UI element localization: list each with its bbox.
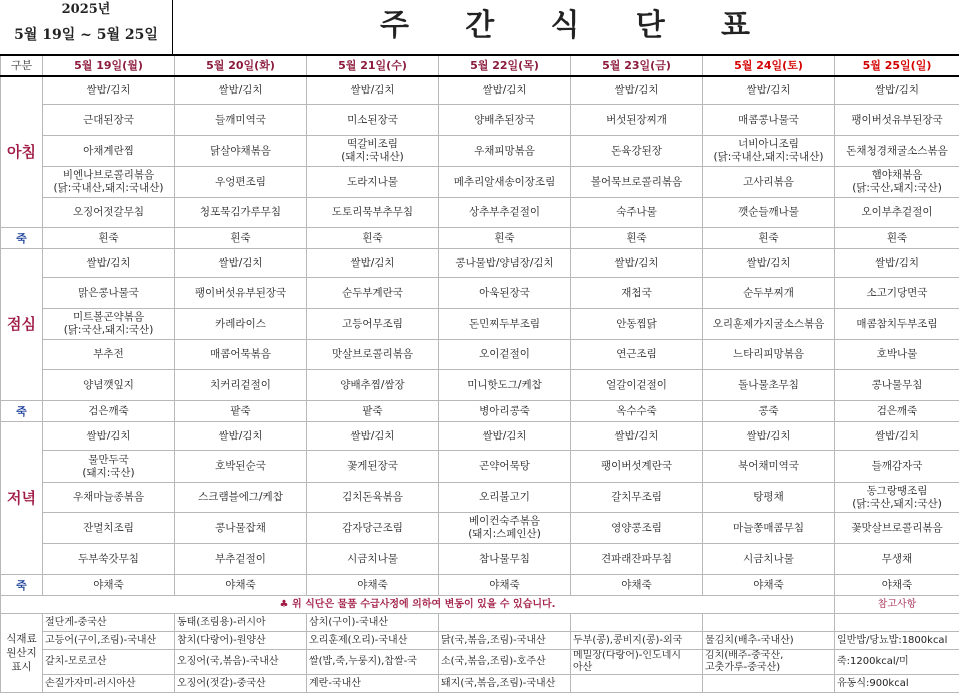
menu-item: 쌀밥/김치 [835,422,959,451]
dinner-label: 저녁 [1,422,43,575]
menu-item: 순두부찌개 [703,278,835,309]
origin-row [1,650,959,675]
menu-item: 쌀밥/김치 [703,249,835,278]
menu-item: 쌀밥/김치 [703,76,835,105]
menu-item: 스크램블에그/케찹 [175,483,307,513]
menu-item: 카레라이스 [175,309,307,340]
juk-item: 옥수수죽 [571,401,703,422]
origin-item: 두부(콩),콩비지(콩)-외국 [571,632,703,650]
juk-item: 야채죽 [835,575,959,596]
menu-item: 청포묵김가루무침 [175,198,307,228]
menu-item: 돈민찌두부조림 [439,309,571,340]
origin-item: 메밀장(다랑어)-인도네시 아산 [571,650,703,675]
dinner-menu-row [1,483,959,513]
menu-item: 재첩국 [571,278,703,309]
gubun-label: 구분 [1,55,43,76]
menu-item: 볼어묵브로콜리볶음 [571,167,703,198]
menu-item: 맑은콩나물국 [43,278,175,309]
menu-item: 상추부추겉절이 [439,198,571,228]
menu-item: 근대된장국 [43,105,175,136]
origin-item [571,675,703,693]
date-range: 5월 19일 ~ 5월 25일 [0,24,172,46]
day-header: 5월 25일(일) [835,55,959,76]
juk-item: 야채죽 [439,575,571,596]
origin-item: 계란-국내산 [307,675,439,693]
menu-item: 양배추된장국 [439,105,571,136]
menu-item: 쌀밥/김치 [43,249,175,278]
origin-item: 쌀(밥,죽,누룽지),찹쌀-국 [307,650,439,675]
juk-item: 병아리콩죽 [439,401,571,422]
menu-item: 마늘쫑매콤무침 [703,513,835,544]
menu-item: 쌀밥/김치 [571,249,703,278]
origin-row [1,614,959,632]
menu-item: 쌀밥/김치 [439,76,571,105]
menu-item: 아욱된장국 [439,278,571,309]
menu-item: 쌀밥/김치 [43,76,175,105]
origin-item: 김치(배추-중국산, 고춧가루-중국산) [703,650,835,675]
day-header: 5월 19일(월) [43,55,175,76]
menu-item: 콩나물잡채 [175,513,307,544]
origin-label: 식재료 원산지 표시 [1,614,43,693]
menu-item: 물만두국 (돼지:국산) [43,451,175,483]
origin-item: 갈치-모로코산 [43,650,175,675]
menu-item: 오이부추겉절이 [835,198,959,228]
origin-item [571,614,703,632]
juk-item: 검은깨죽 [43,401,175,422]
breakfast-menu-row [1,76,959,105]
menu-item: 콩나물밥/양념장/김치 [439,249,571,278]
lunch-label: 점심 [1,249,43,401]
day-header: 5월 23일(금) [571,55,703,76]
origin-item: 돼지(국,볶음,조림)-국내산 [439,675,571,693]
header-divider [172,0,173,54]
menu-item: 맛살브로콜리볶음 [307,340,439,370]
juk-item: 야채죽 [703,575,835,596]
menu-item: 쌀밥/김치 [835,76,959,105]
menu-item: 버섯된장찌개 [571,105,703,136]
title-char: 간 [465,4,494,48]
sheet-header [0,0,959,54]
menu-item: 우채마늘종볶음 [43,483,175,513]
origin-row [1,632,959,650]
notice-row [1,596,959,614]
menu-item: 깻순들깨나물 [703,198,835,228]
menu-item: 쌀밥/김치 [439,422,571,451]
juk-item: 흰죽 [703,228,835,249]
menu-item: 쌀밥/김치 [835,249,959,278]
juk-label: 죽 [1,228,43,249]
dinner-juk-row [1,575,959,596]
origin-row [1,675,959,693]
menu-item: 오징어젓갈무침 [43,198,175,228]
menu-item: 순두부계란국 [307,278,439,309]
menu-item: 들깨감자국 [835,451,959,483]
breakfast-juk-row [1,228,959,249]
calorie-blank [835,614,959,632]
menu-item: 쌀밥/김치 [307,422,439,451]
menu-item: 잔멸치조림 [43,513,175,544]
menu-item: 아채계란찜 [43,136,175,167]
menu-item: 안동찜닭 [571,309,703,340]
page-title [380,4,750,48]
title-char: 단 [636,4,665,48]
juk-item: 흰죽 [307,228,439,249]
dinner-menu-row [1,544,959,575]
day-header: 5월 22일(목) [439,55,571,76]
menu-item: 동그랑땡조림 (닭:국산,돼지:국산) [835,483,959,513]
menu-item: 돈채청경채굴소스볶음 [835,136,959,167]
origin-item: 오징어(국,볶음)-국내산 [175,650,307,675]
menu-item: 시금치나물 [307,544,439,575]
menu-item: 쌀밥/김치 [43,422,175,451]
origin-item: 오징어(젓갈)-중국산 [175,675,307,693]
reference-label: 참고사항 [835,596,959,614]
lunch-menu-row [1,340,959,370]
menu-item: 돈육강된장 [571,136,703,167]
menu-item: 매콤콩나물국 [703,105,835,136]
menu-item: 고사리볶음 [703,167,835,198]
lunch-juk-row [1,401,959,422]
lunch-menu-row [1,370,959,401]
juk-item: 야채죽 [43,575,175,596]
menu-item: 베이컨숙주볶음 (돼지:스페인산) [439,513,571,544]
menu-item: 얼갈이겉절이 [571,370,703,401]
dinner-menu-row [1,422,959,451]
juk-item: 흰죽 [175,228,307,249]
menu-item: 감자당근조림 [307,513,439,544]
title-char: 표 [721,4,750,48]
menu-item: 오리불고기 [439,483,571,513]
menu-item: 고등어무조림 [307,309,439,340]
menu-item: 북어채미역국 [703,451,835,483]
calorie-info: 유동식:900kcal [835,675,959,693]
calorie-info: 죽:1200kcal/미 [835,650,959,675]
menu-item: 비엔나브로콜리볶음 (닭:국내산,돼지:국내산) [43,167,175,198]
day-header-row [1,55,959,76]
menu-item: 쌀밥/김치 [571,76,703,105]
juk-item: 흰죽 [43,228,175,249]
year-label: 2025년 [0,0,172,20]
menu-item: 곤약어묵탕 [439,451,571,483]
origin-item: 손질가자미-러시아산 [43,675,175,693]
juk-item: 흰죽 [835,228,959,249]
menu-item: 쌀밥/김치 [175,76,307,105]
menu-item: 쌀밥/김치 [703,422,835,451]
breakfast-menu-row [1,167,959,198]
menu-item: 시금치나물 [703,544,835,575]
juk-label: 죽 [1,401,43,422]
origin-item: 절단게-중국산 [43,614,175,632]
menu-item: 오이겉절이 [439,340,571,370]
day-header: 5월 21일(수) [307,55,439,76]
menu-item: 쌀밥/김치 [175,422,307,451]
menu-item: 너비아니조림 (닭:국내산,돼지:국내산) [703,136,835,167]
juk-item: 검은깨죽 [835,401,959,422]
menu-item: 양념깻잎지 [43,370,175,401]
juk-item: 야채죽 [175,575,307,596]
menu-item: 연근조림 [571,340,703,370]
menu-item: 견파래잔파무침 [571,544,703,575]
calorie-info: 일반밥/당뇨밥:1800kcal [835,632,959,650]
origin-item [703,614,835,632]
breakfast-label: 아침 [1,76,43,228]
menu-item: 두부쑥갓무침 [43,544,175,575]
breakfast-menu-row [1,136,959,167]
juk-item: 팥죽 [175,401,307,422]
menu-item: 팽이버섯계란국 [571,451,703,483]
lunch-menu-row [1,309,959,340]
menu-item: 매콤어묵볶음 [175,340,307,370]
menu-item: 닭살야채볶음 [175,136,307,167]
origin-item: 오리훈제(오리)-국내산 [307,632,439,650]
origin-item [439,614,571,632]
lunch-menu-row [1,278,959,309]
menu-item: 꽃게된장국 [307,451,439,483]
day-header: 5월 24일(토) [703,55,835,76]
menu-item: 영양콩조림 [571,513,703,544]
juk-item: 야채죽 [571,575,703,596]
menu-item: 팽이버섯유부된장국 [835,105,959,136]
menu-item: 부추전 [43,340,175,370]
origin-item: 삼치(구이)-국내산 [307,614,439,632]
origin-item: 참치(다랑어)-원양산 [175,632,307,650]
lunch-menu-row [1,249,959,278]
dinner-menu-row [1,451,959,483]
title-char: 주 [380,4,409,48]
menu-item: 쌀밥/김치 [175,249,307,278]
menu-item: 양배추찜/쌈장 [307,370,439,401]
origin-item: 물김치(배추-국내산) [703,632,835,650]
menu-item: 도라지나물 [307,167,439,198]
juk-item: 흰죽 [439,228,571,249]
origin-item: 소(국,볶음,조림)-호주산 [439,650,571,675]
origin-item: 닭(국,볶음,조림)-국내산 [439,632,571,650]
menu-item: 쌀밥/김치 [571,422,703,451]
menu-item: 들깨미역국 [175,105,307,136]
juk-item: 흰죽 [571,228,703,249]
breakfast-menu-row [1,105,959,136]
menu-item: 느타리피망볶음 [703,340,835,370]
menu-item: 갈치무조림 [571,483,703,513]
menu-item: 돌나물초무침 [703,370,835,401]
menu-item: 햄야채볶음 (닭:국산,돼지:국산) [835,167,959,198]
menu-table [0,54,959,693]
menu-item: 부추겉절이 [175,544,307,575]
menu-item: 소고기당면국 [835,278,959,309]
menu-item: 우채피망볶음 [439,136,571,167]
menu-item: 치커리겉절이 [175,370,307,401]
menu-item: 콩나물무침 [835,370,959,401]
day-header: 5월 20일(화) [175,55,307,76]
dinner-menu-row [1,513,959,544]
menu-item: 쌀밥/김치 [307,76,439,105]
juk-item: 콩죽 [703,401,835,422]
origin-item [703,675,835,693]
menu-item: 쌀밥/김치 [307,249,439,278]
juk-label: 죽 [1,575,43,596]
menu-item: 무생채 [835,544,959,575]
menu-item: 김치돈육볶음 [307,483,439,513]
juk-item: 팥죽 [307,401,439,422]
menu-item: 숙주나물 [571,198,703,228]
origin-item: 동태(조림용)-러시아 [175,614,307,632]
menu-item: 떡갈비조림 (돼지:국내산) [307,136,439,167]
menu-item: 우엉편조림 [175,167,307,198]
breakfast-menu-row [1,198,959,228]
juk-item: 야채죽 [307,575,439,596]
menu-item: 메추리알새송이장조림 [439,167,571,198]
menu-item: 꽃맛살브로콜리볶음 [835,513,959,544]
menu-item: 매콤참치두부조림 [835,309,959,340]
menu-item: 탕평채 [703,483,835,513]
menu-item: 참나물무침 [439,544,571,575]
title-char: 식 [551,4,580,48]
menu-item: 호박된순국 [175,451,307,483]
menu-item: 도토리묵부추무침 [307,198,439,228]
notice-text: ♣ 위 식단은 물품 수급사정에 의하여 변동이 있을 수 있습니다. [1,596,835,614]
menu-item: 미트볼곤약볶음 (닭:국산,돼지:국산) [43,309,175,340]
menu-item: 팽이버섯유부된장국 [175,278,307,309]
menu-item: 미니핫도그/케찹 [439,370,571,401]
origin-item: 고등어(구이,조림)-국내산 [43,632,175,650]
menu-item: 미소된장국 [307,105,439,136]
menu-item: 오리훈제가지굴소스볶음 [703,309,835,340]
menu-item: 호박나물 [835,340,959,370]
